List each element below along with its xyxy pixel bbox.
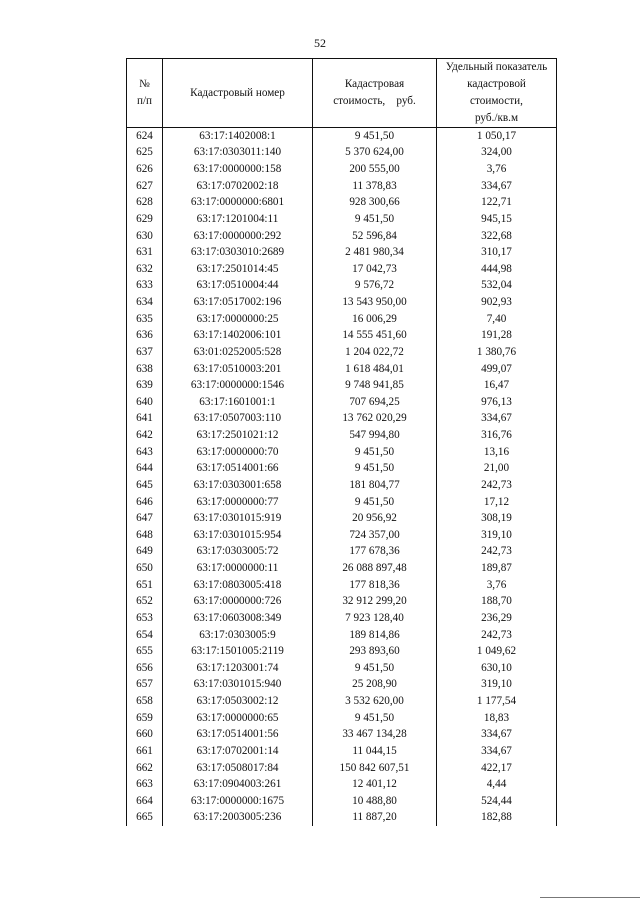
cell-specific-index: 334,67 xyxy=(437,727,557,744)
table-row xyxy=(127,693,557,710)
cell-cadastral-value: 9 451,50 xyxy=(313,128,437,145)
cell-cadastral-number: 63:17:0303005:72 xyxy=(163,544,313,561)
cell-specific-index: 4,44 xyxy=(437,776,557,793)
cell-specific-index: 945,15 xyxy=(437,211,557,228)
table-row xyxy=(127,311,557,328)
table-row xyxy=(127,560,557,577)
table-row xyxy=(127,394,557,411)
table-row xyxy=(127,328,557,345)
cell-specific-index: 316,76 xyxy=(437,427,557,444)
cadastral-value-table xyxy=(126,58,557,826)
cell-cadastral-value: 181 804,77 xyxy=(313,477,437,494)
cell-specific-index: 21,00 xyxy=(437,461,557,478)
table-row xyxy=(127,544,557,561)
header-index-line: руб./кв.м xyxy=(474,112,519,124)
cell-cadastral-value: 25 208,90 xyxy=(313,677,437,694)
cell-cadastral-value: 5 370 624,00 xyxy=(313,145,437,162)
cell-num: 645 xyxy=(127,477,163,494)
cell-cadastral-number: 63:17:1501005:2119 xyxy=(163,643,313,660)
cell-specific-index: 308,19 xyxy=(437,510,557,527)
cell-num: 655 xyxy=(127,643,163,660)
table-row xyxy=(127,195,557,212)
cell-num: 640 xyxy=(127,394,163,411)
table-header-row xyxy=(127,59,557,128)
cell-cadastral-number: 63:17:0301015:954 xyxy=(163,527,313,544)
table-row xyxy=(127,660,557,677)
cell-cadastral-value: 1 618 484,01 xyxy=(313,361,437,378)
table-row xyxy=(127,294,557,311)
cell-num: 650 xyxy=(127,560,163,577)
cell-cadastral-number: 63:17:0301015:919 xyxy=(163,510,313,527)
cell-specific-index: 188,70 xyxy=(437,594,557,611)
header-specific-index xyxy=(437,59,557,128)
cell-cadastral-number: 63:17:0000000:726 xyxy=(163,594,313,611)
cell-cadastral-number: 63:17:0503002:12 xyxy=(163,693,313,710)
cell-specific-index: 242,73 xyxy=(437,544,557,561)
cell-num: 635 xyxy=(127,311,163,328)
cell-cadastral-number: 63:17:0514001:56 xyxy=(163,727,313,744)
cell-num: 644 xyxy=(127,461,163,478)
cell-cadastral-value: 13 543 950,00 xyxy=(313,294,437,311)
cell-specific-index: 13,16 xyxy=(437,444,557,461)
cell-cadastral-number: 63:17:0904003:261 xyxy=(163,776,313,793)
cell-cadastral-value: 33 467 134,28 xyxy=(313,727,437,744)
cell-cadastral-value: 10 488,80 xyxy=(313,793,437,810)
cell-specific-index: 334,67 xyxy=(437,743,557,760)
cell-cadastral-value: 14 555 451,60 xyxy=(313,328,437,345)
cell-cadastral-number: 63:17:0000000:77 xyxy=(163,494,313,511)
cell-cadastral-value: 547 994,80 xyxy=(313,427,437,444)
table-row xyxy=(127,594,557,611)
cell-num: 626 xyxy=(127,161,163,178)
bottom-rule xyxy=(540,897,640,898)
header-num-line: п/п xyxy=(136,95,153,107)
cell-specific-index: 324,00 xyxy=(437,145,557,162)
cell-num: 641 xyxy=(127,411,163,428)
cell-specific-index: 444,98 xyxy=(437,261,557,278)
cell-num: 637 xyxy=(127,344,163,361)
cell-cadastral-number: 63:17:2003005:236 xyxy=(163,810,313,827)
table-row xyxy=(127,145,557,162)
table-row xyxy=(127,211,557,228)
cell-cadastral-value: 2 481 980,34 xyxy=(313,244,437,261)
cell-specific-index: 1 050,17 xyxy=(437,128,557,145)
cell-num: 646 xyxy=(127,494,163,511)
cell-cadastral-value: 189 814,86 xyxy=(313,627,437,644)
cell-cadastral-value: 3 532 620,00 xyxy=(313,693,437,710)
cell-specific-index: 1 049,62 xyxy=(437,643,557,660)
cell-specific-index: 182,88 xyxy=(437,810,557,827)
header-value-line: стоимость, руб. xyxy=(333,95,416,107)
cell-num: 627 xyxy=(127,178,163,195)
cell-specific-index: 334,67 xyxy=(437,411,557,428)
cell-cadastral-value: 11 887,20 xyxy=(313,810,437,827)
table-row xyxy=(127,677,557,694)
cell-cadastral-value: 12 401,12 xyxy=(313,776,437,793)
cell-num: 665 xyxy=(127,810,163,827)
cell-specific-index: 1 380,76 xyxy=(437,344,557,361)
header-num xyxy=(127,59,163,128)
table-row xyxy=(127,128,557,145)
cell-cadastral-value: 26 088 897,48 xyxy=(313,560,437,577)
table-row xyxy=(127,727,557,744)
cell-num: 631 xyxy=(127,244,163,261)
cell-cadastral-number: 63:17:0603008:349 xyxy=(163,610,313,627)
cell-cadastral-number: 63:17:0000000:1675 xyxy=(163,793,313,810)
cell-specific-index: 422,17 xyxy=(437,760,557,777)
table-row xyxy=(127,643,557,660)
cell-specific-index: 319,10 xyxy=(437,527,557,544)
table-row xyxy=(127,527,557,544)
table-row xyxy=(127,461,557,478)
cell-num: 658 xyxy=(127,693,163,710)
cell-specific-index: 524,44 xyxy=(437,793,557,810)
cell-specific-index: 189,87 xyxy=(437,560,557,577)
cell-cadastral-value: 52 596,84 xyxy=(313,228,437,245)
table-row xyxy=(127,278,557,295)
cell-num: 663 xyxy=(127,776,163,793)
cell-specific-index: 242,73 xyxy=(437,627,557,644)
cell-cadastral-number: 63:17:0514001:66 xyxy=(163,461,313,478)
table-row xyxy=(127,776,557,793)
cell-cadastral-value: 9 748 941,85 xyxy=(313,377,437,394)
cell-cadastral-number: 63:17:0303005:9 xyxy=(163,627,313,644)
header-cadastral-number: Кадастровый номер xyxy=(163,59,313,128)
cell-cadastral-number: 63:17:0303011:140 xyxy=(163,145,313,162)
cell-cadastral-value: 7 923 128,40 xyxy=(313,610,437,627)
cell-cadastral-value: 177 678,36 xyxy=(313,544,437,561)
cell-cadastral-value: 11 044,15 xyxy=(313,743,437,760)
table-row xyxy=(127,810,557,827)
cell-num: 653 xyxy=(127,610,163,627)
cell-cadastral-number: 63:17:0303010:2689 xyxy=(163,244,313,261)
cell-cadastral-value: 9 451,50 xyxy=(313,211,437,228)
cell-num: 632 xyxy=(127,261,163,278)
cell-cadastral-number: 63:17:0510003:201 xyxy=(163,361,313,378)
table-row xyxy=(127,494,557,511)
cell-num: 656 xyxy=(127,660,163,677)
cell-num: 633 xyxy=(127,278,163,295)
table-row xyxy=(127,344,557,361)
cell-cadastral-value: 20 956,92 xyxy=(313,510,437,527)
cell-num: 661 xyxy=(127,743,163,760)
cell-cadastral-number: 63:17:1601001:1 xyxy=(163,394,313,411)
cell-num: 638 xyxy=(127,361,163,378)
cell-num: 643 xyxy=(127,444,163,461)
table-row xyxy=(127,743,557,760)
cell-cadastral-number: 63:17:0000000:65 xyxy=(163,710,313,727)
cell-cadastral-value: 9 451,50 xyxy=(313,444,437,461)
cell-num: 657 xyxy=(127,677,163,694)
cell-cadastral-value: 1 204 022,72 xyxy=(313,344,437,361)
cell-num: 624 xyxy=(127,128,163,145)
table-row xyxy=(127,510,557,527)
page-number: 52 xyxy=(314,36,326,50)
cell-num: 629 xyxy=(127,211,163,228)
table-row xyxy=(127,610,557,627)
header-num-line: № xyxy=(139,78,150,90)
cell-cadastral-value: 707 694,25 xyxy=(313,394,437,411)
cell-cadastral-number: 63:17:0000000:11 xyxy=(163,560,313,577)
cell-cadastral-number: 63:17:0000000:25 xyxy=(163,311,313,328)
cell-specific-index: 16,47 xyxy=(437,377,557,394)
header-index-line: Удельный показатель xyxy=(445,61,548,73)
cell-cadastral-number: 63:17:0803005:418 xyxy=(163,577,313,594)
table-row xyxy=(127,361,557,378)
table-row xyxy=(127,261,557,278)
table-row xyxy=(127,178,557,195)
cell-cadastral-value: 9 451,50 xyxy=(313,660,437,677)
cell-num: 654 xyxy=(127,627,163,644)
cell-cadastral-number: 63:17:1203001:74 xyxy=(163,660,313,677)
cell-cadastral-value: 11 378,83 xyxy=(313,178,437,195)
table-row xyxy=(127,411,557,428)
table-row xyxy=(127,760,557,777)
table-row xyxy=(127,477,557,494)
cell-specific-index: 191,28 xyxy=(437,328,557,345)
table-row xyxy=(127,444,557,461)
cell-cadastral-value: 293 893,60 xyxy=(313,643,437,660)
table-row xyxy=(127,228,557,245)
cell-specific-index: 902,93 xyxy=(437,294,557,311)
cell-num: 660 xyxy=(127,727,163,744)
cell-cadastral-number: 63:17:0000000:6801 xyxy=(163,195,313,212)
cell-cadastral-value: 724 357,00 xyxy=(313,527,437,544)
cell-num: 651 xyxy=(127,577,163,594)
cell-specific-index: 499,07 xyxy=(437,361,557,378)
cell-cadastral-number: 63:17:0702001:14 xyxy=(163,743,313,760)
cell-cadastral-number: 63:17:2501014:45 xyxy=(163,261,313,278)
cell-specific-index: 976,13 xyxy=(437,394,557,411)
cell-cadastral-number: 63:17:0507003:110 xyxy=(163,411,313,428)
cell-num: 664 xyxy=(127,793,163,810)
cell-specific-index: 7,40 xyxy=(437,311,557,328)
header-index-line: кадастровой xyxy=(467,78,526,90)
cell-cadastral-number: 63:17:0303001:658 xyxy=(163,477,313,494)
table-row xyxy=(127,710,557,727)
table-body xyxy=(127,128,557,827)
cell-cadastral-value: 17 042,73 xyxy=(313,261,437,278)
cell-num: 662 xyxy=(127,760,163,777)
cell-cadastral-number: 63:01:0252005:528 xyxy=(163,344,313,361)
cell-cadastral-value: 200 555,00 xyxy=(313,161,437,178)
cell-cadastral-number: 63:17:0000000:158 xyxy=(163,161,313,178)
cell-specific-index: 310,17 xyxy=(437,244,557,261)
cell-cadastral-number: 63:17:0510004:44 xyxy=(163,278,313,295)
cell-specific-index: 319,10 xyxy=(437,677,557,694)
table-row xyxy=(127,627,557,644)
cell-cadastral-number: 63:17:0000000:70 xyxy=(163,444,313,461)
cell-num: 647 xyxy=(127,510,163,527)
cell-num: 634 xyxy=(127,294,163,311)
cell-num: 649 xyxy=(127,544,163,561)
cell-specific-index: 1 177,54 xyxy=(437,693,557,710)
cell-cadastral-value: 9 576,72 xyxy=(313,278,437,295)
cell-specific-index: 532,04 xyxy=(437,278,557,295)
cell-cadastral-number: 63:17:1402008:1 xyxy=(163,128,313,145)
cell-num: 625 xyxy=(127,145,163,162)
table-row xyxy=(127,161,557,178)
cell-num: 636 xyxy=(127,328,163,345)
cell-cadastral-value: 177 818,36 xyxy=(313,577,437,594)
cell-cadastral-number: 63:17:0702002:18 xyxy=(163,178,313,195)
cell-cadastral-value: 16 006,29 xyxy=(313,311,437,328)
cell-cadastral-number: 63:17:2501021:12 xyxy=(163,427,313,444)
cell-num: 639 xyxy=(127,377,163,394)
cell-cadastral-number: 63:17:0301015:940 xyxy=(163,677,313,694)
cell-num: 628 xyxy=(127,195,163,212)
cell-specific-index: 630,10 xyxy=(437,660,557,677)
table-row xyxy=(127,377,557,394)
table-row xyxy=(127,793,557,810)
cell-cadastral-value: 150 842 607,51 xyxy=(313,760,437,777)
table-row xyxy=(127,577,557,594)
header-cadastral-value xyxy=(313,59,437,128)
cell-specific-index: 322,68 xyxy=(437,228,557,245)
header-index-line: стоимости, xyxy=(470,95,523,107)
cell-specific-index: 242,73 xyxy=(437,477,557,494)
cell-cadastral-number: 63:17:0517002:196 xyxy=(163,294,313,311)
cell-specific-index: 3,76 xyxy=(437,161,557,178)
cell-cadastral-value: 9 451,50 xyxy=(313,710,437,727)
cell-cadastral-number: 63:17:1201004:11 xyxy=(163,211,313,228)
cell-specific-index: 18,83 xyxy=(437,710,557,727)
table-row xyxy=(127,244,557,261)
cell-cadastral-number: 63:17:1402006:101 xyxy=(163,328,313,345)
cell-num: 630 xyxy=(127,228,163,245)
cell-specific-index: 122,71 xyxy=(437,195,557,212)
cell-cadastral-number: 63:17:0000000:292 xyxy=(163,228,313,245)
cell-cadastral-number: 63:17:0508017:84 xyxy=(163,760,313,777)
cell-specific-index: 17,12 xyxy=(437,494,557,511)
cell-specific-index: 3,76 xyxy=(437,577,557,594)
cell-specific-index: 236,29 xyxy=(437,610,557,627)
header-value-line: Кадастровая xyxy=(344,78,405,90)
cell-cadastral-number: 63:17:0000000:1546 xyxy=(163,377,313,394)
cell-cadastral-value: 9 451,50 xyxy=(313,461,437,478)
cell-cadastral-value: 928 300,66 xyxy=(313,195,437,212)
cell-num: 648 xyxy=(127,527,163,544)
cell-num: 642 xyxy=(127,427,163,444)
cell-num: 659 xyxy=(127,710,163,727)
cell-num: 652 xyxy=(127,594,163,611)
cell-specific-index: 334,67 xyxy=(437,178,557,195)
cell-cadastral-value: 9 451,50 xyxy=(313,494,437,511)
cell-cadastral-value: 13 762 020,29 xyxy=(313,411,437,428)
table-row xyxy=(127,427,557,444)
cell-cadastral-value: 32 912 299,20 xyxy=(313,594,437,611)
